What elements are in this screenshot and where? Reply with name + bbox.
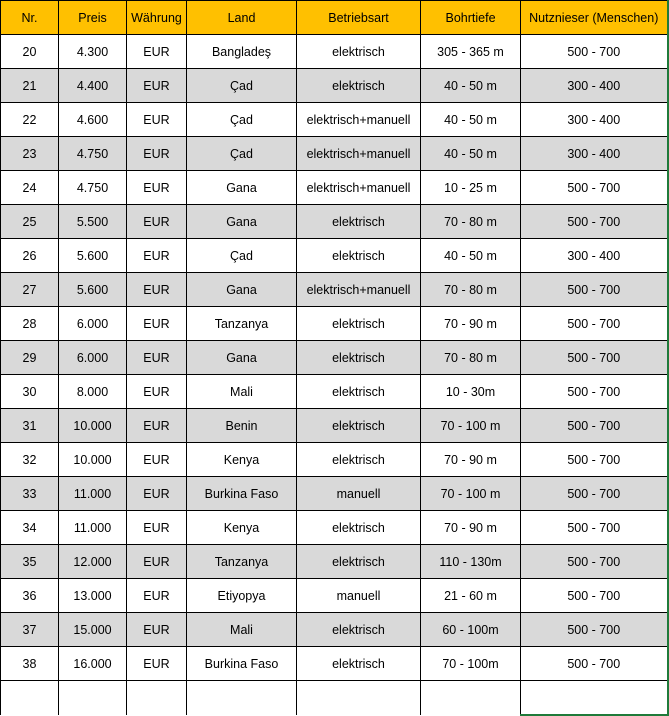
cell-preis[interactable]: 5.600	[59, 273, 127, 307]
cell-betriebsart[interactable]: elektrisch	[297, 545, 421, 579]
cell-betriebsart[interactable]: manuell	[297, 579, 421, 613]
cell-betriebsart[interactable]: elektrisch	[297, 613, 421, 647]
cell-land[interactable]: Etiyopya	[187, 579, 297, 613]
cell-preis[interactable]: 4.600	[59, 103, 127, 137]
cell-nutznieser[interactable]: 500 - 700	[521, 477, 668, 511]
table-row	[1, 205, 668, 239]
cell-betriebsart[interactable]: elektrisch+manuell	[297, 273, 421, 307]
cell-nr[interactable]: 22	[1, 103, 59, 137]
cell-bohrtiefe[interactable]: 40 - 50 m	[421, 69, 521, 103]
cell-empty[interactable]	[127, 681, 187, 715]
cell-preis[interactable]: 6.000	[59, 341, 127, 375]
cell-betriebsart[interactable]: manuell	[297, 477, 421, 511]
cell-preis[interactable]: 10.000	[59, 409, 127, 443]
cell-nutznieser[interactable]: 300 - 400	[521, 137, 668, 171]
table-row-partial	[1, 681, 668, 715]
cell-nr[interactable]: 38	[1, 647, 59, 681]
cell-nr[interactable]: 20	[1, 35, 59, 69]
cell-bohrtiefe[interactable]: 70 - 100m	[421, 647, 521, 681]
table-row	[1, 375, 668, 409]
cell-nutznieser[interactable]: 500 - 700	[521, 375, 668, 409]
cell-nr[interactable]: 37	[1, 613, 59, 647]
cell-betriebsart[interactable]: elektrisch	[297, 35, 421, 69]
table-row	[1, 545, 668, 579]
cell-nutznieser[interactable]: 500 - 700	[521, 647, 668, 681]
cell-preis[interactable]: 8.000	[59, 375, 127, 409]
table-row	[1, 273, 668, 307]
cell-nr[interactable]: 35	[1, 545, 59, 579]
cell-betriebsart[interactable]: elektrisch	[297, 205, 421, 239]
cell-preis[interactable]: 5.500	[59, 205, 127, 239]
cell-bohrtiefe[interactable]: 70 - 100 m	[421, 477, 521, 511]
cell-land[interactable]: Mali	[187, 375, 297, 409]
cell-nr[interactable]: 25	[1, 205, 59, 239]
cell-nutznieser[interactable]: 500 - 700	[521, 171, 668, 205]
cell-betriebsart[interactable]: elektrisch	[297, 647, 421, 681]
cell-nr[interactable]: 29	[1, 341, 59, 375]
table-row	[1, 239, 668, 273]
cell-waehrung[interactable]: EUR	[127, 69, 187, 103]
cell-nutznieser[interactable]: 300 - 400	[521, 69, 668, 103]
cell-land[interactable]: Çad	[187, 69, 297, 103]
cell-bohrtiefe[interactable]: 40 - 50 m	[421, 137, 521, 171]
cell-nutznieser[interactable]: 500 - 700	[521, 273, 668, 307]
table-body	[1, 35, 668, 715]
cell-waehrung[interactable]: EUR	[127, 375, 187, 409]
table-row	[1, 477, 668, 511]
cell-bohrtiefe[interactable]: 21 - 60 m	[421, 579, 521, 613]
cell-betriebsart[interactable]: elektrisch+manuell	[297, 103, 421, 137]
table-row	[1, 103, 668, 137]
cell-waehrung[interactable]: EUR	[127, 273, 187, 307]
cell-waehrung[interactable]: EUR	[127, 511, 187, 545]
cell-empty[interactable]	[521, 681, 668, 715]
cell-land[interactable]: Kenya	[187, 443, 297, 477]
cell-preis[interactable]: 4.750	[59, 171, 127, 205]
cell-betriebsart[interactable]: elektrisch+manuell	[297, 171, 421, 205]
cell-land[interactable]: Gana	[187, 171, 297, 205]
cell-betriebsart[interactable]: elektrisch	[297, 69, 421, 103]
cell-waehrung[interactable]: EUR	[127, 171, 187, 205]
cell-betriebsart[interactable]: elektrisch	[297, 443, 421, 477]
cell-nr[interactable]: 21	[1, 69, 59, 103]
cell-waehrung[interactable]: EUR	[127, 137, 187, 171]
cell-empty[interactable]	[1, 681, 59, 715]
cell-preis[interactable]: 4.400	[59, 69, 127, 103]
table-row	[1, 647, 668, 681]
table-row	[1, 69, 668, 103]
cell-betriebsart[interactable]: elektrisch+manuell	[297, 137, 421, 171]
cell-betriebsart[interactable]: elektrisch	[297, 409, 421, 443]
cell-bohrtiefe[interactable]: 70 - 90 m	[421, 307, 521, 341]
table-row	[1, 307, 668, 341]
header-nr[interactable]: Nr.	[1, 1, 59, 35]
cell-bohrtiefe[interactable]: 70 - 90 m	[421, 511, 521, 545]
table-row	[1, 409, 668, 443]
table-row	[1, 443, 668, 477]
cell-nr[interactable]: 27	[1, 273, 59, 307]
table-row	[1, 613, 668, 647]
cell-empty[interactable]	[187, 681, 297, 715]
header-row	[1, 1, 668, 35]
header-nutznieser[interactable]: Nutznieser (Menschen)	[521, 1, 668, 35]
cell-nutznieser[interactable]: 500 - 700	[521, 511, 668, 545]
cell-land[interactable]: Gana	[187, 341, 297, 375]
cell-land[interactable]: Tanzanya	[187, 307, 297, 341]
cell-waehrung[interactable]: EUR	[127, 647, 187, 681]
cell-land[interactable]: Gana	[187, 273, 297, 307]
cell-preis[interactable]: 4.750	[59, 137, 127, 171]
cell-waehrung[interactable]: EUR	[127, 205, 187, 239]
cell-bohrtiefe[interactable]: 10 - 30m	[421, 375, 521, 409]
cell-nutznieser[interactable]: 500 - 700	[521, 443, 668, 477]
cell-preis[interactable]: 12.000	[59, 545, 127, 579]
cell-preis[interactable]: 10.000	[59, 443, 127, 477]
cell-land[interactable]: Burkina Faso	[187, 477, 297, 511]
cell-nutznieser[interactable]: 500 - 700	[521, 307, 668, 341]
cell-nutznieser[interactable]: 500 - 700	[521, 35, 668, 69]
cell-preis[interactable]: 13.000	[59, 579, 127, 613]
cell-empty[interactable]	[59, 681, 127, 715]
cell-preis[interactable]: 5.600	[59, 239, 127, 273]
cell-nr[interactable]: 33	[1, 477, 59, 511]
cell-land[interactable]: Çad	[187, 137, 297, 171]
cell-land[interactable]: Burkina Faso	[187, 647, 297, 681]
cell-nr[interactable]: 24	[1, 171, 59, 205]
cell-land[interactable]: Benin	[187, 409, 297, 443]
cell-empty[interactable]	[421, 681, 521, 715]
cell-nr[interactable]: 30	[1, 375, 59, 409]
cell-bohrtiefe[interactable]: 40 - 50 m	[421, 103, 521, 137]
cell-bohrtiefe[interactable]: 40 - 50 m	[421, 239, 521, 273]
table-row	[1, 137, 668, 171]
cell-land[interactable]: Çad	[187, 103, 297, 137]
cell-betriebsart[interactable]: elektrisch	[297, 375, 421, 409]
cell-nutznieser[interactable]: 300 - 400	[521, 239, 668, 273]
cell-land[interactable]: Gana	[187, 205, 297, 239]
cell-land[interactable]: Kenya	[187, 511, 297, 545]
cell-waehrung[interactable]: EUR	[127, 443, 187, 477]
cell-preis[interactable]: 11.000	[59, 477, 127, 511]
cell-waehrung[interactable]: EUR	[127, 613, 187, 647]
cell-waehrung[interactable]: EUR	[127, 545, 187, 579]
cell-nutznieser[interactable]: 500 - 700	[521, 341, 668, 375]
cell-bohrtiefe[interactable]: 70 - 80 m	[421, 341, 521, 375]
cell-bohrtiefe[interactable]: 70 - 90 m	[421, 443, 521, 477]
cell-bohrtiefe[interactable]: 70 - 80 m	[421, 205, 521, 239]
cell-bohrtiefe[interactable]: 70 - 80 m	[421, 273, 521, 307]
cell-nutznieser[interactable]: 500 - 700	[521, 409, 668, 443]
cell-land[interactable]: Tanzanya	[187, 545, 297, 579]
header-betriebsart[interactable]: Betriebsart	[297, 1, 421, 35]
cell-betriebsart[interactable]: elektrisch	[297, 341, 421, 375]
cell-nutznieser[interactable]: 500 - 700	[521, 579, 668, 613]
header-preis[interactable]: Preis	[59, 1, 127, 35]
header-waehrung[interactable]: Währung	[127, 1, 187, 35]
cell-waehrung[interactable]: EUR	[127, 341, 187, 375]
cell-nr[interactable]: 34	[1, 511, 59, 545]
cell-nutznieser[interactable]: 500 - 700	[521, 205, 668, 239]
cell-land[interactable]: Bangladeş	[187, 35, 297, 69]
table-row	[1, 511, 668, 545]
table-row	[1, 35, 668, 69]
cell-waehrung[interactable]: EUR	[127, 477, 187, 511]
cell-bohrtiefe[interactable]: 60 - 100m	[421, 613, 521, 647]
cell-preis[interactable]: 15.000	[59, 613, 127, 647]
cell-bohrtiefe[interactable]: 70 - 100 m	[421, 409, 521, 443]
cell-nr[interactable]: 23	[1, 137, 59, 171]
cell-nutznieser[interactable]: 300 - 400	[521, 103, 668, 137]
table-row	[1, 171, 668, 205]
cell-bohrtiefe[interactable]: 110 - 130m	[421, 545, 521, 579]
cell-nutznieser[interactable]: 500 - 700	[521, 545, 668, 579]
cell-waehrung[interactable]: EUR	[127, 103, 187, 137]
cell-waehrung[interactable]: EUR	[127, 35, 187, 69]
cell-waehrung[interactable]: EUR	[127, 579, 187, 613]
cell-nr[interactable]: 31	[1, 409, 59, 443]
cell-preis[interactable]: 11.000	[59, 511, 127, 545]
cell-waehrung[interactable]: EUR	[127, 307, 187, 341]
cell-land[interactable]: Mali	[187, 613, 297, 647]
header-land[interactable]: Land	[187, 1, 297, 35]
cell-nr[interactable]: 32	[1, 443, 59, 477]
cell-preis[interactable]: 6.000	[59, 307, 127, 341]
cell-betriebsart[interactable]: elektrisch	[297, 239, 421, 273]
table-row	[1, 341, 668, 375]
cell-nutznieser[interactable]: 500 - 700	[521, 613, 668, 647]
cell-preis[interactable]: 4.300	[59, 35, 127, 69]
cell-bohrtiefe[interactable]: 10 - 25 m	[421, 171, 521, 205]
cell-waehrung[interactable]: EUR	[127, 239, 187, 273]
cell-empty[interactable]	[297, 681, 421, 715]
cell-bohrtiefe[interactable]: 305 - 365 m	[421, 35, 521, 69]
cell-nr[interactable]: 28	[1, 307, 59, 341]
cell-nr[interactable]: 36	[1, 579, 59, 613]
cell-preis[interactable]: 16.000	[59, 647, 127, 681]
table-row	[1, 579, 668, 613]
cell-nr[interactable]: 26	[1, 239, 59, 273]
header-bohrtiefe[interactable]: Bohrtiefe	[421, 1, 521, 35]
cell-betriebsart[interactable]: elektrisch	[297, 511, 421, 545]
cell-waehrung[interactable]: EUR	[127, 409, 187, 443]
cell-land[interactable]: Çad	[187, 239, 297, 273]
cell-betriebsart[interactable]: elektrisch	[297, 307, 421, 341]
